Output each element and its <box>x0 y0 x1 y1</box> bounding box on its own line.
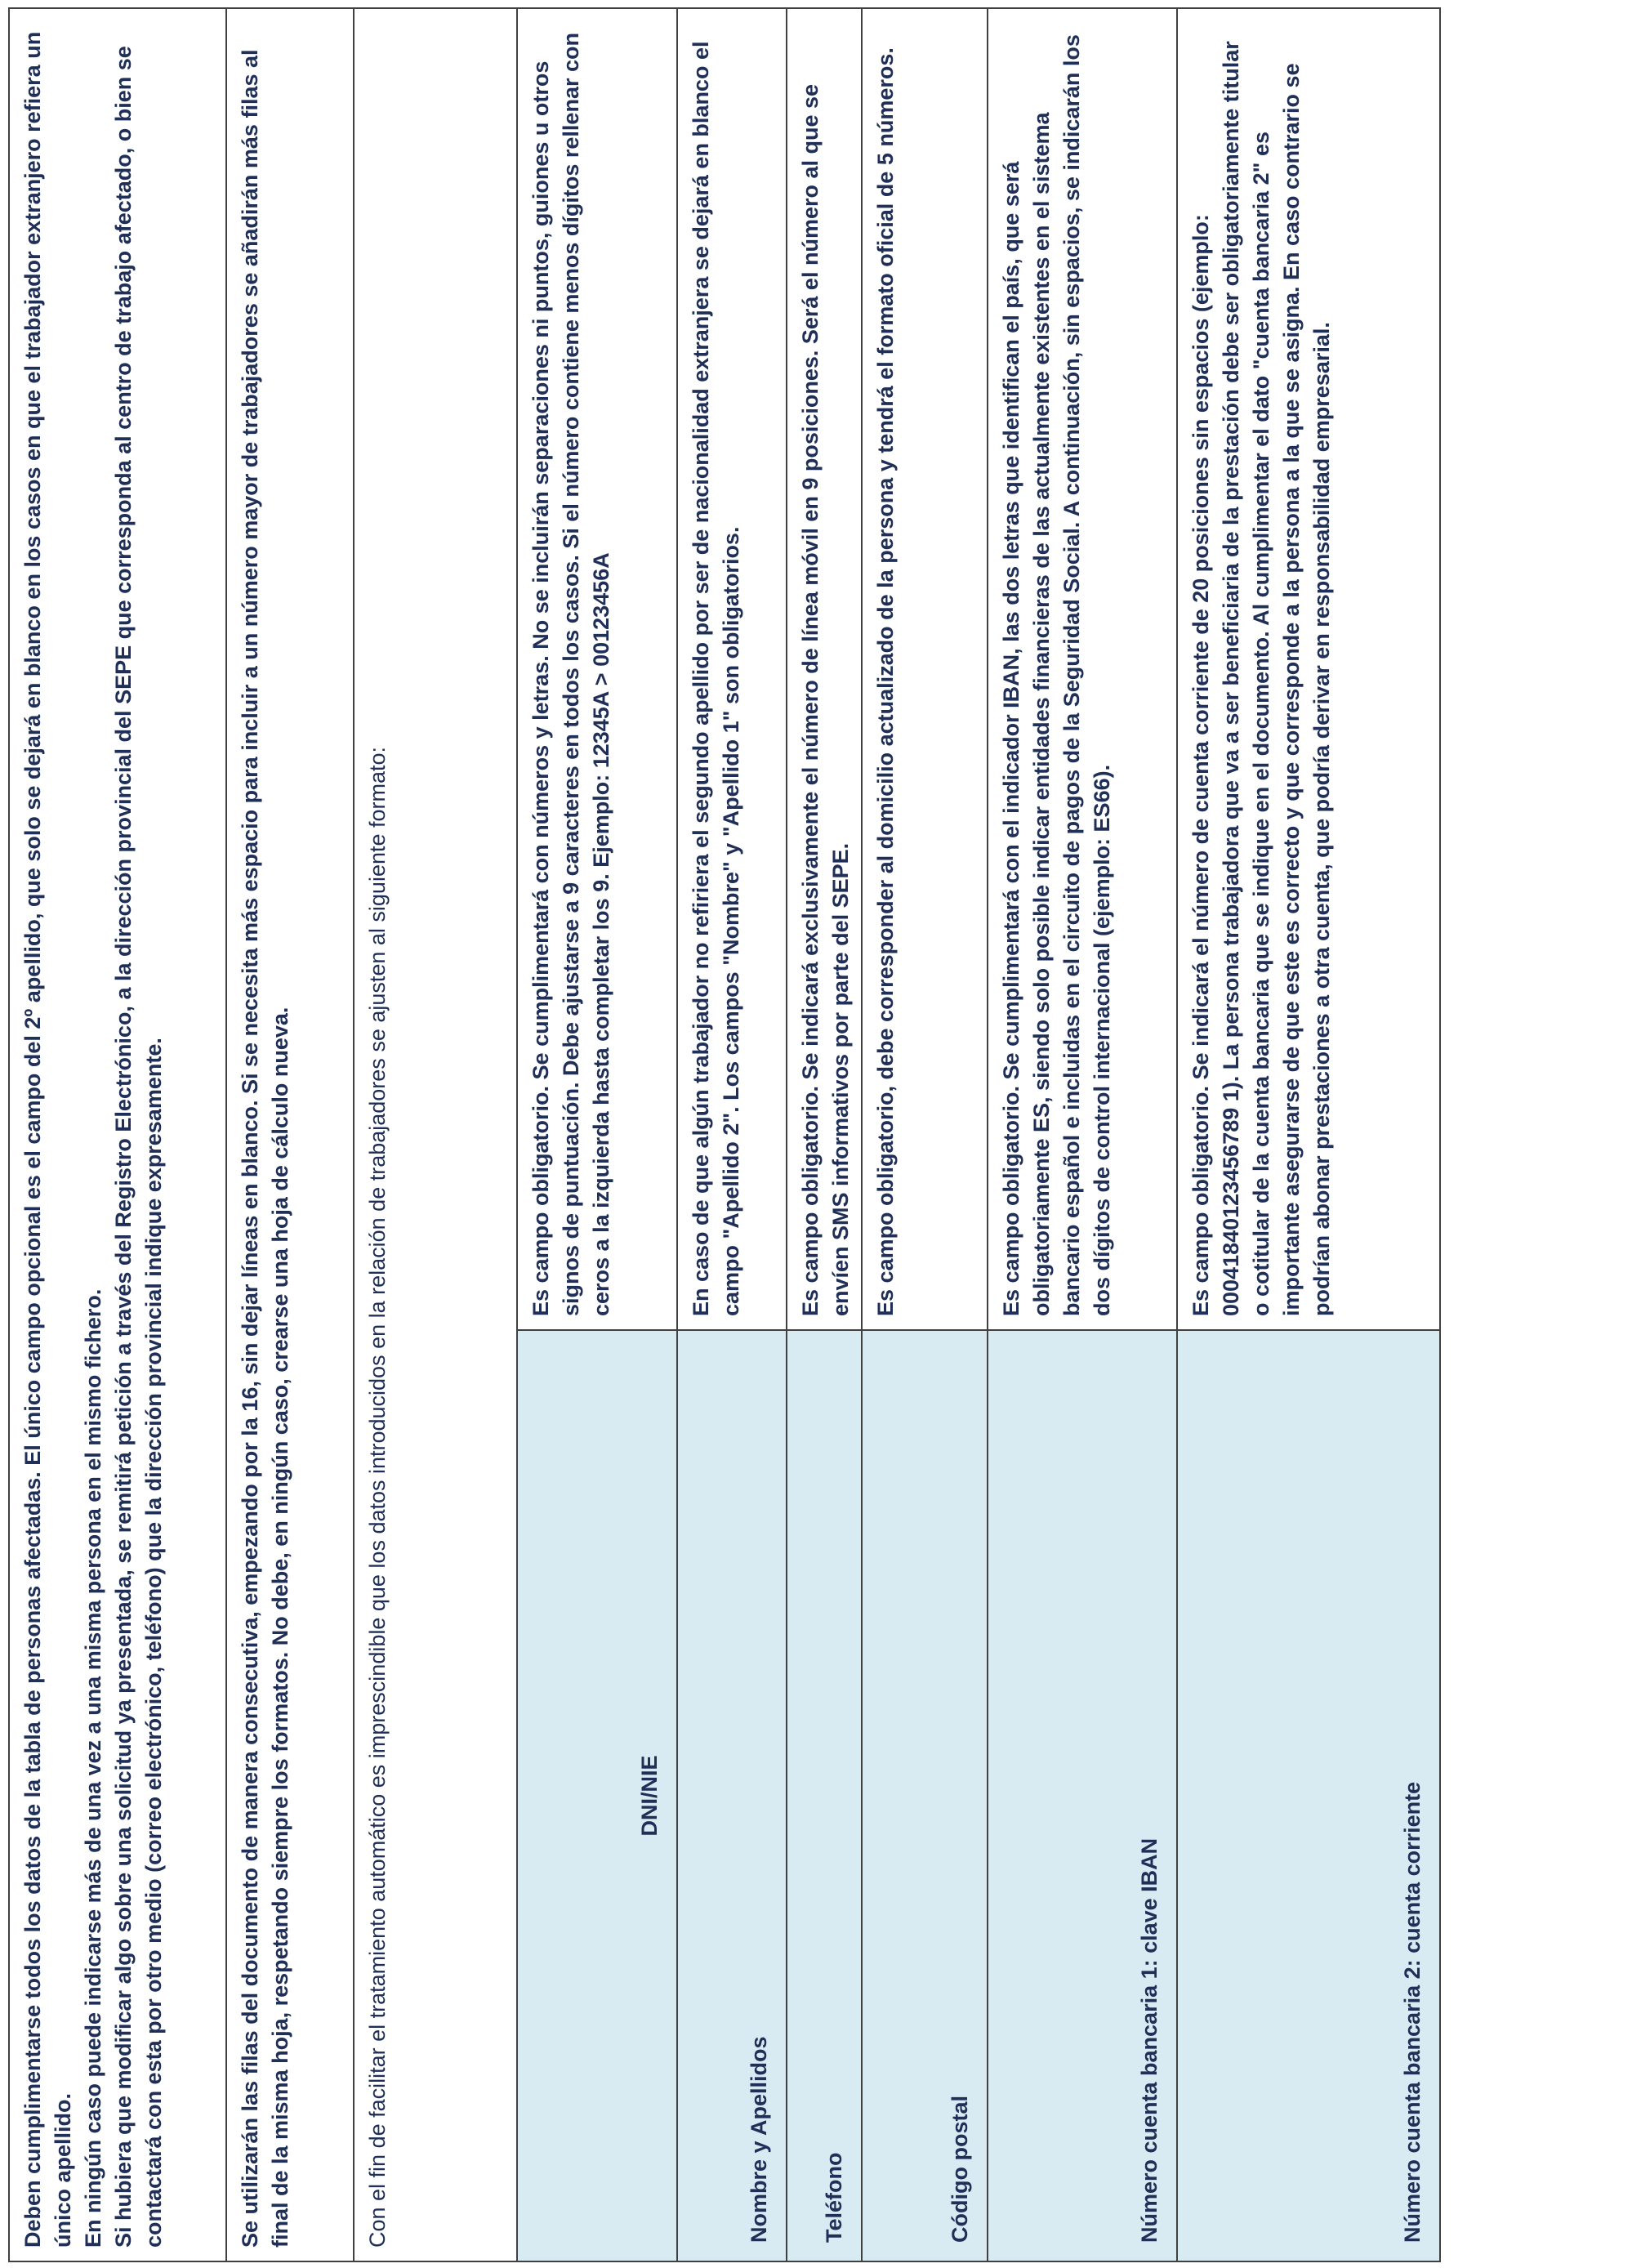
instructions-table <box>8 7 1441 2262</box>
rows-instruction-cell <box>226 8 354 2261</box>
field-description-telefono: Es campo obligatorio. Se indicará exclusivamente el número de línea móvil en 9 posiciones. Será el número al que se envíen SMS informativos por parte del SEPE. <box>787 8 862 1330</box>
field-description-iban: Es campo obligatorio. Se cumplimentará con el indicador IBAN, las dos letras que identifican el país, que será obligatoriamente ES, siendo solo posible indicar entidades financieras de las actualmente existentes en el sistema bancario español e incluidas en el circuito de pagos de la Seguridad Social. A continuación, sin espacios, se indicarán los dos dígitos de control internacional (ejemplo: ES66). <box>988 8 1177 1330</box>
field-row <box>677 8 787 2261</box>
field-row <box>988 8 1177 2261</box>
field-description-codigo-postal: Es campo obligatorio, debe corresponder al domicilio actualizado de la persona y tendrá el formato oficial de 5 números. <box>862 8 988 1330</box>
field-label-iban: Número cuenta bancaria 1: clave IBAN <box>988 1330 1177 2261</box>
intro-paragraph-3: Si hubiera que modificar algo sobre una solicitud ya presentada, se remitirá petición a través del Registro Electrónico, a la dirección provincial del SEPE que corresponda al centro de trabajo afectado, o bien se contactará con esta por otro medio (correo electrónico, teléfono) que la dirección provincial indique expresamente. <box>111 46 166 2248</box>
rows-instruction-text: Se utilizarán las filas del documento de manera consecutiva, empezando por la 16, sin dejar líneas en blanco. Si se necesita más espacio para incluir a un número mayor de trabajadores se añadirán más filas al final de la misma hoja, respetando siempre los formatos. No debe, en ningún caso, crearse una hoja de cálculo nueva. <box>238 49 292 2248</box>
intro-paragraph-2: En ningún caso puede indicarse más de una vez a una misma persona en el mismo fichero. <box>81 1288 105 2248</box>
format-intro-text: Con el fin de facilitar el tratamiento automático es imprescindible que los datos introducidos en la relación de trabajadores se ajusten al siguiente formato: <box>365 746 390 2248</box>
field-row <box>517 8 677 2261</box>
field-description-cuenta-corriente: Es campo obligatorio. Se indicará el número de cuenta corriente de 20 posiciones sin espacios (ejemplo: 00041840123456789 1). La persona trabajadora que va a ser beneficiaria de la prestación debe ser obligatoriamente titular o cotitular de la cuenta bancaria que se indique en el documento. Al cumplimentar el dato "cuenta bancaria 2" es importante asegurarse de que este es correcto y que corresponde a la persona a la que se asigna. En caso contrario se podrían abonar prestaciones a otra cuenta, que podría derivar en responsabilidad empresarial. <box>1177 8 1440 1330</box>
intro-row <box>9 8 226 2261</box>
format-intro-row <box>354 8 517 2261</box>
field-row <box>1177 8 1440 2261</box>
field-description-dni: Es campo obligatorio. Se cumplimentará con números y letras. No se incluirán separaciones ni puntos, guiones u otros signos de puntuación. Debe ajustarse a 9 caracteres en todos los casos. Si el número contiene menos dígitos rellenar con ceros a la izquierda hasta completar los 9. Ejemplo: 12345A > 00123456A <box>517 8 677 1330</box>
field-label-nombre: Nombre y Apellidos <box>677 1330 787 2261</box>
field-row <box>787 8 862 2261</box>
field-label-codigo-postal: Código postal <box>862 1330 988 2261</box>
field-label-cuenta-corriente: Número cuenta bancaria 2: cuenta corriente <box>1177 1330 1440 2261</box>
intro-cell <box>9 8 226 2261</box>
intro-paragraph-1: Deben cumplimentarse todos los datos de la tabla de personas afectadas. El único campo opcional es el campo del 2º apellido, que solo se dejará en blanco en los casos en que el trabajador extranjero refiera un único apellido. <box>20 31 75 2248</box>
field-row <box>862 8 988 2261</box>
rows-instruction-row <box>226 8 354 2261</box>
field-label-telefono: Teléfono <box>787 1330 862 2261</box>
format-intro-cell <box>354 8 517 2261</box>
rotated-page <box>8 9 1439 2262</box>
field-label-dni: DNI/NIE <box>517 1330 677 2261</box>
field-description-nombre: En caso de que algún trabajador no refiriera el segundo apellido por ser de nacionalidad extranjera se dejará en blanco el campo "Apellido 2". Los campos "Nombre" y "Apellido 1" son obligatorios. <box>677 8 787 1330</box>
